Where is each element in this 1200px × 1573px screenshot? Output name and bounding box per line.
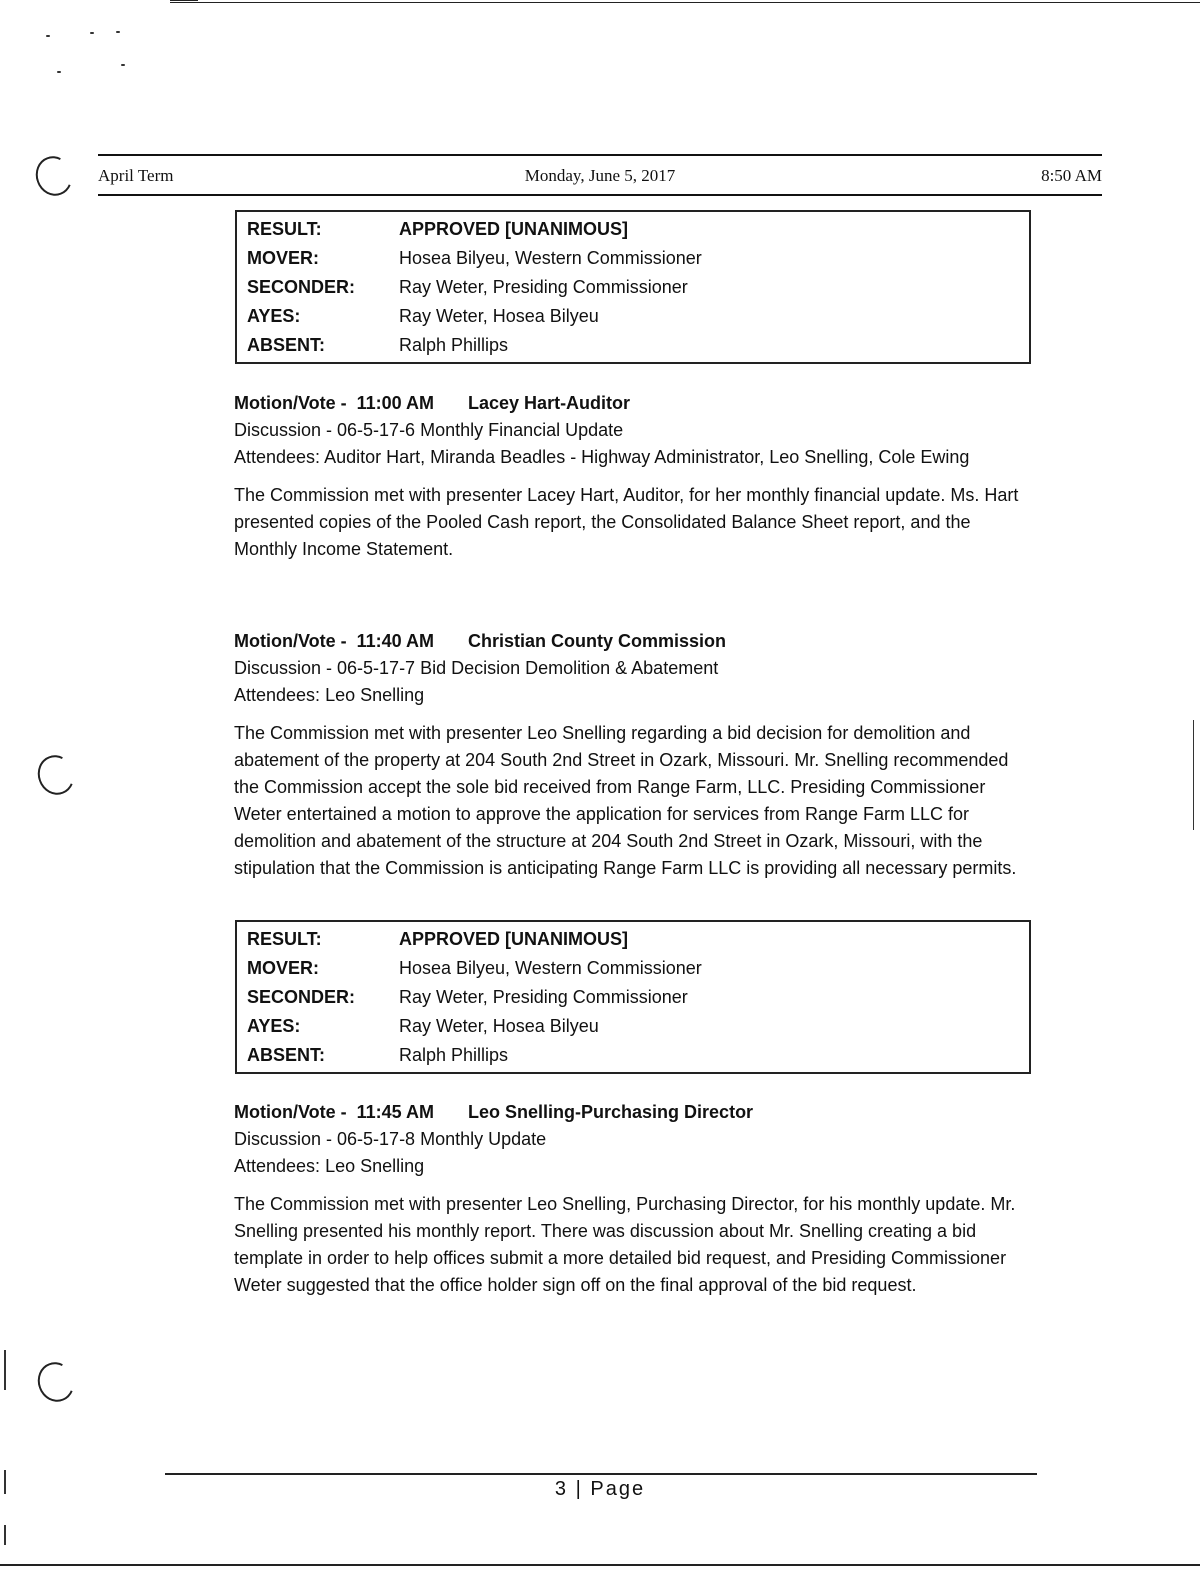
vote-row-result: [247, 925, 1029, 954]
vote-value: Hosea Bilyeu, Western Commissioner: [399, 958, 702, 978]
vote-row-mover: [247, 954, 1029, 983]
meeting-time: 8:50 AM: [1041, 166, 1102, 185]
vote-row-seconder: [247, 983, 1029, 1012]
vote-result-table: [235, 210, 1031, 364]
scan-edge-line: [0, 1564, 1200, 1566]
scan-edge-line: [170, 2, 1200, 3]
vote-value: APPROVED [UNANIMOUS]: [399, 929, 629, 949]
vote-label: MOVER:: [247, 248, 319, 268]
scan-edge-mark: [4, 1350, 6, 1390]
page-number: 3 | Page: [554, 1478, 646, 1500]
footer-rule: [165, 1473, 1037, 1475]
vote-result-table: [235, 920, 1031, 1074]
presenter: Leo Snelling-Purchasing Director: [468, 1102, 754, 1122]
vote-value: Ray Weter, Hosea Bilyeu: [399, 1016, 599, 1036]
vote-row-absent: [247, 1041, 1029, 1070]
punch-hole: [32, 750, 80, 800]
scan-speck: [90, 32, 94, 34]
vote-label: RESULT:: [247, 219, 322, 239]
vote-value: APPROVED [UNANIMOUS]: [399, 219, 629, 239]
agenda-item-title: [234, 628, 1034, 655]
motion-time: Motion/Vote - 11:45 AM: [234, 1102, 435, 1122]
vote-label: SECONDER:: [247, 277, 356, 297]
header-top-rule: [98, 154, 1102, 156]
vote-value: Hosea Bilyeu, Western Commissioner: [399, 248, 702, 268]
vote-label: MOVER:: [247, 958, 319, 978]
punch-hole: [32, 1357, 80, 1407]
agenda-item: [234, 628, 1034, 882]
agenda-item: [234, 1099, 1034, 1299]
vote-row-mover: [247, 244, 1029, 273]
vote-label: AYES:: [247, 306, 301, 326]
vote-label: AYES:: [247, 1016, 301, 1036]
vote-row-seconder: [247, 273, 1029, 302]
agenda-item-title: [234, 390, 1034, 417]
vote-value: Ralph Phillips: [399, 335, 509, 355]
motion-time: Motion/Vote - 11:00 AM: [234, 393, 435, 413]
presenter: Christian County Commission: [468, 631, 727, 651]
vote-row-result: [247, 215, 1029, 244]
minutes-paragraph: The Commission met with presenter Leo Snelling regarding a bid decision for demolition and abatement of the property at 204 South 2nd Street in Ozark, Missouri. Mr. Snelling recommended the Commission accept the sole bid received from Range Farm, LLC. Presiding Commissioner Weter entertained a motion to approve the application for services from Range Farm LLC for demolition and abatement of the structure at 204 South 2nd Street in Ozark, Missouri, with the stipulation that the Commission is anticipating Range Farm LLC is providing all necessary permits.: [234, 723, 1017, 878]
presenter: Lacey Hart-Auditor: [468, 393, 631, 413]
meeting-date: Monday, June 5, 2017: [524, 166, 676, 185]
attendees-line: Attendees: Leo Snelling: [234, 1156, 425, 1176]
scan-edge-mark: [4, 1525, 6, 1545]
header-bottom-rule: [98, 194, 1102, 196]
vote-label: ABSENT:: [247, 1045, 326, 1065]
attendees-line: Attendees: Leo Snelling: [234, 685, 425, 705]
scan-speck: [57, 71, 61, 73]
page-header: [98, 152, 1102, 198]
vote-row-ayes: [247, 302, 1029, 331]
punch-hole: [30, 151, 78, 201]
agenda-item: [234, 390, 1034, 563]
vote-label: ABSENT:: [247, 335, 326, 355]
agenda-item-title: [234, 1099, 1034, 1126]
attendees-line: Attendees: Auditor Hart, Miranda Beadles - Highway Administrator, Leo Snelling, Cole Ewing: [234, 447, 970, 467]
vote-label: SECONDER:: [247, 987, 356, 1007]
motion-time: Motion/Vote - 11:40 AM: [234, 631, 435, 651]
vote-row-absent: [247, 331, 1029, 360]
scan-mark: [170, 0, 198, 1]
vote-value: Ray Weter, Presiding Commissioner: [399, 277, 688, 297]
vote-value: Ray Weter, Hosea Bilyeu: [399, 306, 599, 326]
term-label: April Term: [98, 166, 174, 185]
vote-label: RESULT:: [247, 929, 322, 949]
minutes-paragraph: The Commission met with presenter Lacey Hart, Auditor, for her monthly financial update. Ms. Hart presented copies of the Pooled Cash report, the Consolidated Balance Sheet report, and the Monthly Income Statement.: [234, 485, 1019, 559]
vote-row-ayes: [247, 1012, 1029, 1041]
scan-speck: [46, 35, 50, 37]
discussion-line: Discussion - 06-5-17-7 Bid Decision Demolition & Abatement: [234, 658, 719, 678]
vote-value: Ray Weter, Presiding Commissioner: [399, 987, 688, 1007]
scan-speck: [116, 31, 120, 33]
scan-speck: [121, 64, 125, 66]
discussion-line: Discussion - 06-5-17-6 Monthly Financial Update: [234, 420, 624, 440]
discussion-line: Discussion - 06-5-17-8 Monthly Update: [234, 1129, 547, 1149]
scan-edge-mark: [1193, 720, 1194, 830]
vote-value: Ralph Phillips: [399, 1045, 509, 1065]
minutes-paragraph: The Commission met with presenter Leo Snelling, Purchasing Director, for his monthly update. Mr. Snelling presented his monthly report. There was discussion about Mr. Snelling creating a bid template in order to help offices submit a more detailed bid request, and Presiding Commissioner Weter suggested that the office holder sign off on the final approval of the bid request.: [234, 1194, 1016, 1295]
